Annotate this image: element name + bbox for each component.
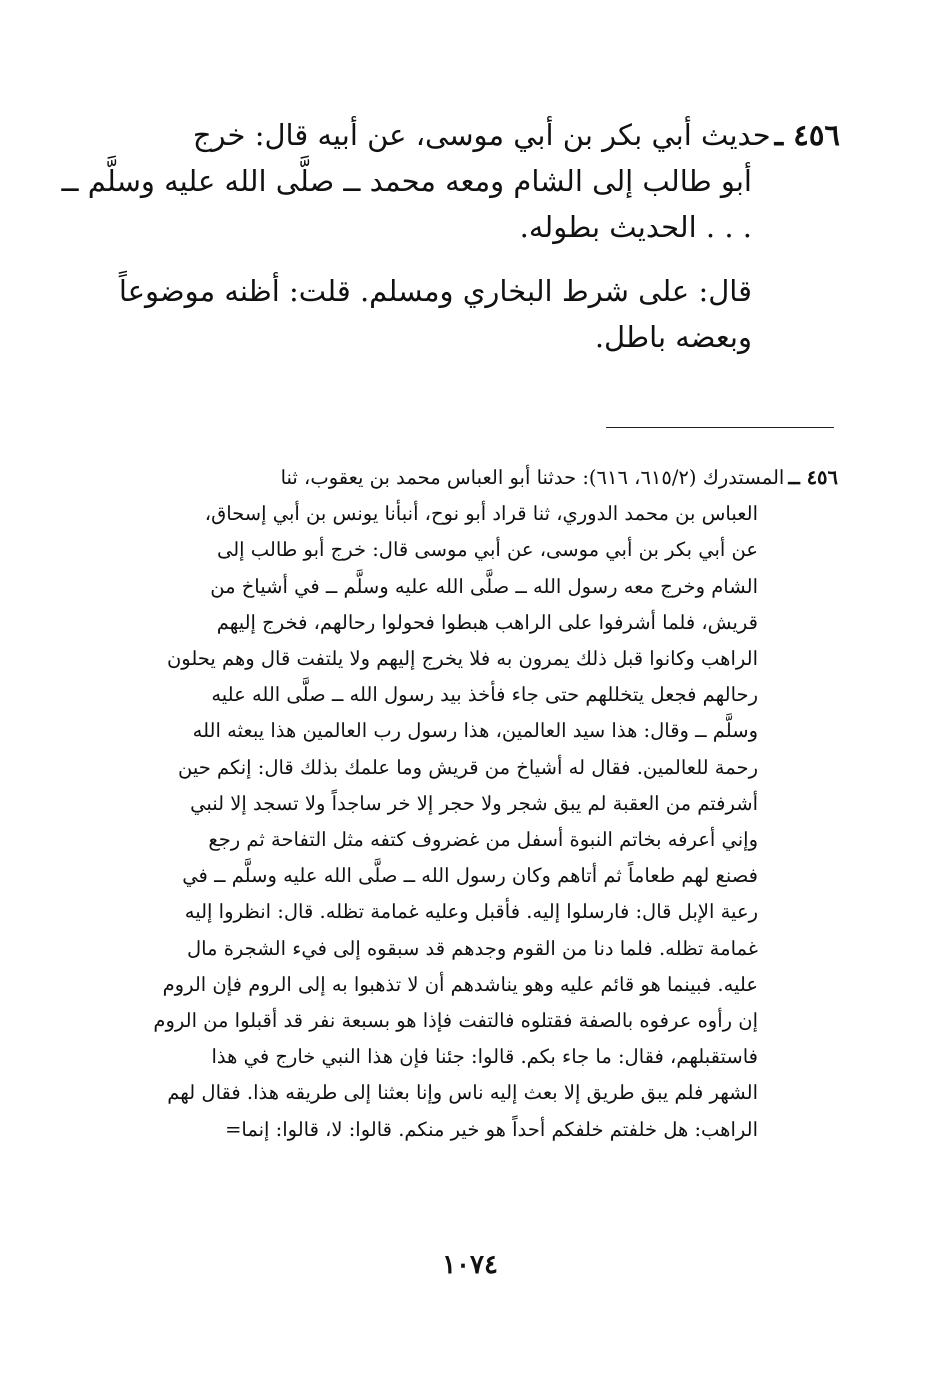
footnote-line: المستدرك (٦١٥/٢، ٦١٦): حدثنا أبو العباس محمد بن يعقوب، ثنا xyxy=(280,466,785,489)
footnote-line: غمامة تظله. فلما دنا من القوم وجدهم قد سبقوه إلى فيء الشجرة مال xyxy=(186,936,758,960)
footnote-first-line xyxy=(126,460,838,496)
footnote xyxy=(126,460,838,1148)
entry-number: ٤٥٦ ـ xyxy=(774,118,840,152)
footnote-line: عليه. فبينما هو قائم عليه وهو يناشدهم أن لا تذهبوا به إلى الروم فإن الروم xyxy=(162,972,758,996)
footnote-line: الراهب وكانوا قبل ذلك يمرون به فلا يخرج إليهم ولا يلتفت قال وهم يحلون xyxy=(166,647,758,671)
footnote-line: وإني أعرفه بخاتم النبوة أسفل من غضروف كتفه مثل التفاحة ثم رجع xyxy=(208,828,758,852)
entry-text-line: . . . الحديث بطوله. xyxy=(519,210,752,244)
footnote-number: ٤٥٦ ــ xyxy=(788,466,838,489)
footnote-line: عن أبي بكر بن أبي موسى، عن أبي موسى قال: خرج أبو طالب إلى xyxy=(216,538,758,562)
footnote-line: إن رأوه عرفوه بالصفة فقتلوه فالتفت فإذا هو بسبعة نفر قد أقبلوا من الروم xyxy=(153,1009,758,1033)
commentary xyxy=(110,268,840,360)
footnote-line: الشام وخرج معه رسول الله ــ صلَّى الله عليه وسلَّم ــ في أشياخ من xyxy=(210,574,758,598)
footnote-line: رعية الإبل قال: فارسلوا إليه. فأقبل وعليه غمامة تظله. قال: انظروا إليه xyxy=(184,900,758,924)
entry-first-line xyxy=(110,112,840,158)
main-entry xyxy=(61,112,840,360)
commentary-line: قال: على شرط البخاري ومسلم. قلت: أظنه موضوعاً xyxy=(118,274,752,308)
entry-text-line: حديث أبي بكر بن أبي موسى، عن أبيه قال: خرج xyxy=(192,118,771,152)
footnote-line: رحالهم فجعل يتخللهم حتى جاء فأخذ بيد رسول الله ــ صلَّى الله عليه xyxy=(211,683,758,707)
footnote-line: وسلَّم ــ وقال: هذا سيد العالمين، هذا رسول رب العالمين هذا يبعثه الله xyxy=(192,719,758,743)
page-number: ١٠٧٤ xyxy=(442,1250,498,1280)
entry-text-line: أبو طالب إلى الشام ومعه محمد ــ صلَّى الله عليه وسلَّم ــ xyxy=(61,164,752,198)
footnote-line: أشرفتم من العقبة لم يبق شجر ولا حجر إلا خر ساجداً ولا تسجد إلا لنبي xyxy=(190,791,758,815)
footnote-separator xyxy=(606,427,834,428)
footnote-line: الشهر فلم يبق طريق إلا بعث إليه ناس وإنا بعثنا إلى طريقه هذا. فقال لهم xyxy=(167,1081,758,1105)
footnote-line: فاستقبلهم، فقال: ما جاء بكم. قالوا: جئنا فإن هذا النبي خارج في هذا xyxy=(211,1045,758,1069)
commentary-line: وبعضه باطل. xyxy=(594,320,752,354)
footnote-line: قريش، فلما أشرفوا على الراهب هبطوا فحولوا رحالهم، فخرج إليهم xyxy=(216,610,758,634)
footnote-line: العباس بن محمد الدوري، ثنا قراد أبو نوح، أنبأنا يونس بن أبي إسحاق، xyxy=(204,502,758,526)
footnote-line: رحمة للعالمين. فقال له أشياخ من قريش وما علمك بذلك قال: إنكم حين xyxy=(177,755,758,779)
footnote-line: الراهب: هل خلفتم خلفكم أحداً هو خير منكم. قالوا: لا، قالوا: إنما= xyxy=(225,1117,758,1141)
footnote-line: فصنع لهم طعاماً ثم أتاهم وكان رسول الله ــ صلَّى الله عليه وسلَّم ــ في xyxy=(182,864,758,888)
